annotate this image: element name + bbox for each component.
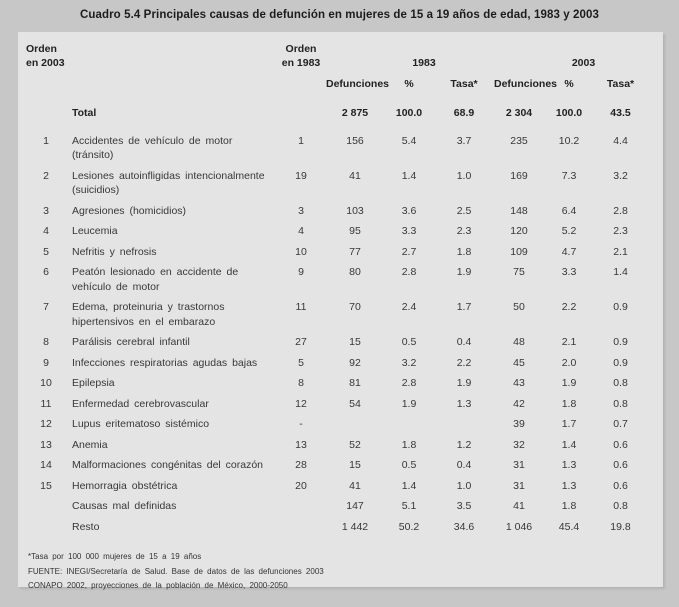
- rate-2003-cell: 2.8: [613, 204, 628, 217]
- order-2003-cell: 1: [43, 134, 49, 147]
- total-rate-2003-cell: 43.5: [610, 107, 631, 119]
- order-1983-cell: 8: [298, 377, 304, 389]
- table-row: [26, 455, 655, 476]
- cause-cell: Infecciones respiratorias agudas bajas: [72, 356, 258, 369]
- total-rate-1983-cell: 68.9: [453, 107, 475, 119]
- deaths-2003-cell: 120: [510, 225, 528, 237]
- header-order-1983-line1: Orden: [285, 43, 317, 55]
- cause-cell: Lupus eritematoso sistémico: [72, 418, 210, 430]
- pct-1983-cell: 3.2: [401, 356, 417, 369]
- total-pct-1983-cell: 100.0: [395, 107, 423, 119]
- header-group-1983: [326, 42, 494, 70]
- pct-2003-cell: 1.3: [561, 479, 577, 492]
- pct-2003-cell: 1.8: [561, 500, 577, 512]
- header-order-2003-line1: Orden: [26, 43, 57, 55]
- deaths-2003-cell: 31: [513, 479, 525, 492]
- total-row: [26, 103, 655, 124]
- rate-2003-cell: 0.7: [613, 418, 628, 430]
- rate-1983-cell: 1.7: [456, 301, 472, 313]
- rate-2003-cell: 0.8: [613, 397, 628, 410]
- header-group-2003: [494, 42, 647, 70]
- pct-2003-cell: 10.2: [558, 134, 580, 147]
- table-row: [26, 517, 655, 538]
- rate-1983-cell: 1.9: [456, 266, 472, 278]
- cause-cell: Hemorragia obstétrica: [72, 479, 178, 492]
- deaths-1983-cell: 103: [346, 204, 364, 217]
- deaths-1983-cell: 54: [349, 397, 361, 410]
- deaths-2003-cell: 31: [513, 459, 525, 471]
- order-1983-cell: 5: [298, 356, 304, 369]
- deaths-2003-cell: 39: [513, 418, 525, 430]
- deaths-1983-cell: 95: [349, 225, 361, 237]
- rate-2003-cell: 0.6: [613, 479, 628, 492]
- pct-1983-cell: 2.8: [401, 266, 417, 278]
- order-1983-cell: 12: [295, 397, 307, 410]
- deaths-1983-cell: 41: [349, 479, 361, 492]
- rate-1983-cell: 2.3: [456, 225, 472, 237]
- rate-1983-cell: 1.0: [456, 169, 472, 182]
- table-row: [26, 414, 655, 435]
- header-order-1983-line2: en 1983: [281, 57, 321, 69]
- rate-2003-cell: 0.6: [613, 459, 628, 471]
- cause-cell: Causas mal definidas: [72, 500, 177, 512]
- total-deaths-1983-cell: 2 875: [341, 107, 369, 119]
- order-1983-cell: 4: [298, 225, 304, 237]
- column-header-tasa-1983: Tasa*: [450, 78, 478, 90]
- deaths-2003-cell: 148: [510, 204, 528, 217]
- table-row: [26, 166, 655, 201]
- deaths-2003-cell: 235: [510, 134, 528, 147]
- header-group-2003-label: 2003: [571, 57, 596, 69]
- pct-2003-cell: 2.2: [561, 301, 577, 313]
- table-panel: [18, 32, 663, 590]
- order-2003-cell: 8: [43, 336, 49, 348]
- order-1983-cell: 20: [295, 479, 307, 492]
- order-2003-cell: 7: [43, 301, 49, 313]
- table-row: [26, 262, 655, 297]
- table-body: [26, 131, 655, 538]
- rate-2003-cell: 1.4: [613, 266, 628, 278]
- table-row: [26, 201, 655, 222]
- rate-1983-cell: 0.4: [456, 459, 472, 471]
- cause-cell: Edema, proteinuria y trastornos hipertensivos en el embarazo: [72, 301, 225, 328]
- pct-1983-cell: 1.9: [401, 397, 417, 410]
- footnotes: [26, 550, 655, 594]
- order-2003-cell: 14: [40, 459, 52, 471]
- pct-1983-cell: 0.5: [401, 459, 417, 471]
- deaths-1983-cell: 80: [349, 266, 361, 278]
- deaths-2003-cell: 48: [513, 336, 525, 348]
- order-1983-cell: 28: [295, 459, 307, 471]
- cause-cell: Enfermedad cerebrovascular: [72, 397, 209, 410]
- order-1983-cell: 10: [295, 245, 307, 258]
- deaths-2003-cell: 1 046: [505, 520, 533, 533]
- pct-1983-cell: 5.1: [401, 500, 417, 512]
- column-header-defunciones-2003: Defunciones: [494, 78, 558, 90]
- deaths-2003-cell: 45: [513, 356, 525, 369]
- deaths-1983-cell: 77: [349, 245, 361, 258]
- cause-cell: Resto: [72, 520, 100, 533]
- pct-1983-cell: 50.2: [398, 520, 420, 533]
- pct-2003-cell: 6.4: [561, 204, 577, 217]
- deaths-1983-cell: 70: [349, 301, 361, 313]
- header-order-2003-line2: en 2003: [26, 57, 65, 69]
- order-1983-cell: 3: [298, 204, 304, 217]
- pct-1983-cell: 1.8: [401, 438, 417, 451]
- order-2003-cell: 11: [40, 397, 52, 410]
- total-pct-2003-cell: 100.0: [555, 107, 583, 119]
- deaths-2003-cell: 75: [513, 266, 525, 278]
- table-row: [26, 131, 655, 166]
- rate-2003-cell: 3.2: [613, 169, 628, 182]
- pct-1983-cell: 1.4: [401, 169, 417, 182]
- table-header-columns: [26, 77, 655, 91]
- deaths-1983-cell: 41: [349, 169, 361, 182]
- order-2003-cell: 15: [40, 479, 52, 492]
- rate-2003-cell: 19.8: [610, 520, 631, 533]
- pct-2003-cell: 2.0: [561, 356, 577, 369]
- rate-2003-cell: 4.4: [613, 134, 628, 147]
- table-row: [26, 242, 655, 263]
- rate-1983-cell: 2.5: [456, 204, 472, 217]
- order-1983-cell: 1: [298, 134, 304, 147]
- deaths-1983-cell: 81: [349, 377, 361, 389]
- rate-2003-cell: 0.9: [613, 336, 628, 348]
- cause-cell: Anemia: [72, 438, 108, 451]
- pct-1983-cell: 2.7: [401, 245, 417, 258]
- order-2003-cell: 5: [43, 245, 49, 258]
- pct-2003-cell: 4.7: [561, 245, 577, 258]
- order-2003-cell: 6: [43, 266, 49, 278]
- total-label: Total: [72, 107, 97, 119]
- cause-cell: Lesiones autoinfligidas intencionalmente (suicidios): [72, 169, 265, 196]
- pct-2003-cell: 3.3: [561, 266, 577, 278]
- order-2003-cell: 12: [40, 418, 52, 430]
- rate-2003-cell: 0.8: [613, 377, 628, 389]
- table-title: Cuadro 5.4 Principales causas de defunción en mujeres de 15 a 19 años de edad, 1983 y 2003: [79, 9, 600, 21]
- order-2003-cell: 3: [43, 204, 49, 217]
- pct-1983-cell: 2.4: [401, 301, 417, 313]
- header-group-1983-label: 1983: [412, 57, 436, 69]
- deaths-2003-cell: 41: [513, 500, 525, 512]
- cause-cell: Accidentes de vehículo de motor (tránsito): [72, 134, 233, 161]
- pct-2003-cell: 1.3: [561, 459, 577, 471]
- order-2003-cell: 4: [43, 225, 49, 237]
- cause-cell: Epilepsia: [72, 377, 115, 389]
- table-row: [26, 496, 655, 517]
- order-2003-cell: 13: [40, 438, 52, 451]
- deaths-1983-cell: 147: [346, 500, 364, 512]
- table-row: [26, 394, 655, 415]
- order-1983-cell: 19: [295, 169, 307, 182]
- rate-2003-cell: 0.8: [613, 500, 628, 512]
- pct-1983-cell: 3.6: [401, 204, 417, 217]
- cause-cell: Peatón lesionado en accidente de vehículo de motor: [72, 266, 239, 293]
- footnote-line: FUENTE: INEGI/Secretaría de Salud. Base de datos de las defunciones 2003: [28, 566, 324, 576]
- table-row: [26, 476, 655, 497]
- rate-2003-cell: 0.9: [613, 301, 628, 313]
- rate-1983-cell: 0.4: [456, 336, 472, 348]
- header-order-2003: [26, 42, 276, 70]
- deaths-1983-cell: 15: [349, 336, 361, 348]
- order-1983-cell: 9: [298, 266, 304, 278]
- pct-2003-cell: 1.7: [561, 418, 577, 430]
- deaths-1983-cell: 52: [349, 438, 361, 451]
- column-header-defunciones-1983: Defunciones: [326, 78, 390, 90]
- footnote-line: *Tasa por 100 000 mujeres de 15 a 19 años: [28, 552, 202, 561]
- table-header-top: [26, 42, 655, 70]
- pct-2003-cell: 2.1: [561, 336, 577, 348]
- pct-2003-cell: 45.4: [558, 520, 580, 533]
- deaths-2003-cell: 43: [513, 377, 525, 389]
- deaths-1983-cell: 156: [346, 134, 364, 147]
- deaths-2003-cell: 50: [513, 301, 525, 313]
- deaths-1983-cell: 15: [349, 459, 361, 471]
- rate-1983-cell: 3.5: [456, 500, 472, 512]
- pct-1983-cell: 0.5: [401, 336, 417, 348]
- rate-1983-cell: 1.9: [456, 377, 472, 389]
- rate-2003-cell: 0.6: [613, 438, 628, 451]
- table-row: [26, 332, 655, 353]
- order-2003-cell: 10: [40, 377, 52, 389]
- rate-1983-cell: 1.2: [456, 438, 472, 451]
- rate-1983-cell: 1.3: [456, 397, 472, 410]
- column-header-pct-2003: %: [564, 78, 574, 90]
- deaths-1983-cell: 92: [349, 356, 361, 369]
- rate-1983-cell: 2.2: [456, 356, 472, 369]
- total-deaths-2003-cell: 2 304: [505, 107, 533, 119]
- order-1983-cell: -: [299, 418, 303, 430]
- cause-cell: Malformaciones congénitas del corazón: [72, 459, 264, 471]
- table-row: [26, 297, 655, 332]
- rate-1983-cell: 1.8: [456, 245, 472, 258]
- rate-2003-cell: 2.1: [613, 245, 628, 258]
- footnote-line: CONAPO 2002, proyecciones de la población de México, 2000-2050: [28, 581, 288, 590]
- pct-1983-cell: 3.3: [401, 225, 417, 237]
- pct-1983-cell: 1.4: [401, 479, 417, 492]
- table-row: [26, 435, 655, 456]
- pct-2003-cell: 1.4: [561, 438, 577, 451]
- order-1983-cell: 11: [295, 301, 307, 313]
- order-1983-cell: 13: [295, 438, 307, 451]
- deaths-2003-cell: 169: [510, 169, 528, 182]
- cause-cell: Agresiones (homicidios): [72, 204, 187, 217]
- deaths-2003-cell: 109: [510, 245, 528, 258]
- cause-cell: Leucemia: [72, 225, 118, 237]
- rate-2003-cell: 2.3: [613, 225, 628, 237]
- rate-1983-cell: 3.7: [456, 134, 472, 147]
- header-order-1983: [276, 42, 326, 70]
- pct-2003-cell: 1.9: [561, 377, 577, 389]
- order-1983-cell: 27: [295, 336, 307, 348]
- rate-2003-cell: 0.9: [613, 356, 628, 369]
- table-row: [26, 373, 655, 394]
- deaths-2003-cell: 32: [513, 438, 525, 451]
- rate-1983-cell: 1.0: [456, 479, 472, 492]
- pct-2003-cell: 5.2: [561, 225, 577, 237]
- pct-2003-cell: 7.3: [561, 169, 577, 182]
- column-header-pct-1983: %: [404, 78, 414, 90]
- order-2003-cell: 9: [43, 356, 49, 369]
- order-2003-cell: 2: [43, 169, 49, 182]
- rate-1983-cell: 34.6: [453, 520, 475, 533]
- table-row: [26, 353, 655, 374]
- column-header-tasa-2003: Tasa*: [606, 78, 635, 90]
- cause-cell: Nefritis y nefrosis: [72, 245, 157, 258]
- pct-2003-cell: 1.8: [561, 397, 577, 410]
- pct-1983-cell: 5.4: [401, 134, 417, 147]
- cause-cell: Parálisis cerebral infantil: [72, 336, 190, 348]
- pct-1983-cell: 2.8: [401, 377, 417, 389]
- deaths-1983-cell: 1 442: [341, 520, 369, 533]
- table-row: [26, 221, 655, 242]
- deaths-2003-cell: 42: [513, 397, 525, 410]
